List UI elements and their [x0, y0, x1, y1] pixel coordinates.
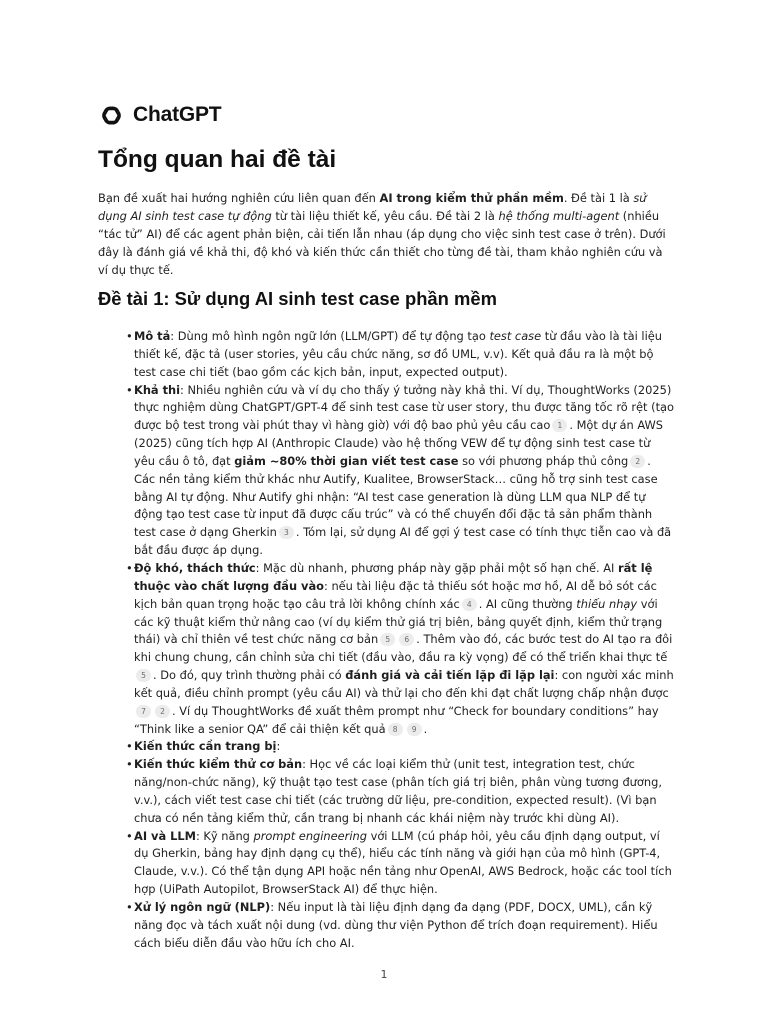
- italic-text: hệ thống multi-agent: [498, 209, 620, 223]
- bold-text: Khả thi: [134, 382, 181, 397]
- list-item-feasibility: • Khả thi: Nhiều nghiên cứu và ví dụ cho thấy ý tưởng này khả thi. Ví dụ, ThoughtWorks (2025) thực nghiệm dùng ChatGPT/GPT-4 để sinh test case từ user story, thu được tăng tốc rõ rệt (tạo được bộ test trong vài phút thay vì hàng giờ) với độ bao phủ yêu cầu cao 1 . Một dự án AWS (2025) cũng tích hợp AI (Anthropic Claude) vào hệ thống VEW để tự động sinh test case từ yêu cầu ô tô, đạt giảm ~80% thời gian viết test case so với phương pháp thủ công 2 . Các nền tảng kiểm thử khác như Autify, Kualitee, BrowserStack… cũng hỗ trợ sinh test case bằng AI tự động. Như Autify ghi nhận: “AI test case generation là dùng LLM qua NLP để tự động tạo test case từ input đã được cấu trúc” và có thể chuyển đổi đặc tả sản phẩm thành test case ở dạng Gherkin 3 . Tóm lại, sử dụng AI để gợi ý test case có tính thực tiễn cao và đã bắt đầu được áp dụng.: [134, 382, 674, 560]
- list-item-testing-basics: • Kiến thức kiểm thử cơ bản: Học về các loại kiểm thử (unit test, integration test, chức năng/non-chức năng), kỹ thuật tạo test case (phân tích giá trị biên, phân vùng tương đương, v.v.), cách viết test case chi tiết (các trường dữ liệu, pre-condition, expected result). (Vì bạn chưa có nền tảng kiểm thử, cần trang bị nhanh các khái niệm này trước khi dùng AI).: [134, 756, 674, 827]
- list-item-ai-llm: • AI và LLM: Kỹ năng prompt engineering với LLM (cú pháp hỏi, yêu cầu định dạng output, ví dụ Gherkin, bảng hay định dạng cụ thể), hiểu các tính năng và giới hạn của mô hình (GPT-4, Claude, v.v.). Có thể tận dụng API hoặc nền tảng như OpenAI, AWS Bedrock, hoặc các tool tích hợp (UiPath Autopilot, BrowserStack AI) để thực hiện.: [134, 828, 674, 899]
- bold-text: đánh giá và cải tiến lặp đi lặp lại: [345, 668, 555, 683]
- list-item-required-knowledge: • Kiến thức cần trang bị:: [134, 738, 674, 756]
- citation-badge[interactable]: 5: [136, 669, 151, 682]
- italic-text: test case: [489, 329, 542, 343]
- page-title: Tổng quan hai đề tài: [98, 146, 337, 173]
- bold-text: giảm ~80% thời gian viết test case: [234, 453, 459, 468]
- italic-text: prompt engineering: [253, 828, 367, 843]
- bold-text: Kiến thức cần trang bị: [134, 739, 277, 754]
- citation-badge[interactable]: 3: [279, 526, 294, 539]
- bold-text: Mô tả: [134, 329, 171, 343]
- bold-text: Kiến thức kiểm thử cơ bản: [134, 757, 303, 772]
- citation-badge[interactable]: 9: [407, 723, 422, 736]
- chatgpt-logo: [98, 100, 221, 130]
- italic-text: thiếu nhạy: [576, 596, 638, 611]
- citation-badge[interactable]: 7: [136, 705, 151, 718]
- section-1-list: [134, 328, 674, 953]
- citation-badge[interactable]: 6: [399, 633, 414, 646]
- bold-text: rất lệ thuộc vào chất lượng đầu vào: [134, 560, 653, 593]
- bold-text: Độ khó, thách thức: [134, 560, 256, 575]
- list-item-nlp: • Xử lý ngôn ngữ (NLP): Nếu input là tài liệu định dạng đa dạng (PDF, DOCX, UML), cần kỹ năng đọc và tách xuất nội dung (vd. dùng thư viện Python để trích đoạn requirement). Hiểu cách biểu diễn đầu vào hữu ích cho AI.: [134, 899, 674, 953]
- list-item-description: • Mô tả: Dùng mô hình ngôn ngữ lớn (LLM/GPT) để tự động tạo test case từ đầu vào là tài liệu thiết kế, đặc tả (user stories, yêu cầu chức năng, sơ đồ UML, v.v). Kết quả đầu ra là một bộ test case chi tiết (bao gồm các kịch bản, input, expected output).: [134, 328, 674, 382]
- citation-badge[interactable]: 2: [155, 705, 170, 718]
- intro-paragraph: Bạn đề xuất hai hướng nghiên cứu liên quan đến AI trong kiểm thử phần mềm. Đề tài 1 là sử dụng AI sinh test case tự động từ tài liệu thiết kế, yêu cầu. Đề tài 2 là hệ thống multi-agent (nhiều “tác tử” AI) để các agent phản biện, cải tiến lẫn nhau (áp dụng cho việc sinh test case ở trên). Dưới đây là đánh giá về khả thi, độ khó và kiến thức cần thiết cho từng đề tài, tham khảo nghiên cứu và ví dụ thực tế.: [98, 191, 666, 277]
- section-1-title: Đề tài 1: Sử dụng AI sinh test case phần mềm: [98, 288, 497, 309]
- bold-text: AI trong kiểm thử phần mềm: [379, 191, 564, 205]
- list-item-difficulty: • Độ khó, thách thức: Mặc dù nhanh, phương pháp này gặp phải một số hạn chế. AI rất lệ thuộc vào chất lượng đầu vào: nếu tài liệu đặc tả thiếu sót hoặc mơ hồ, AI dễ bỏ sót các kịch bản quan trọng hoặc tạo câu trả lời không chính xác 4 . AI cũng thường thiếu nhạy với các kỹ thuật kiểm thử nâng cao (ví dụ kiểm thử giá trị biên, bảng quyết định, kiểm thử trạng thái) và chỉ thiên về test chức năng cơ bản 5 6 . Thêm vào đó, các bước test do AI tạo ra đôi khi chung chung, cần chỉnh sửa chi tiết (đầu vào, đầu ra kỳ vọng) để có thể triển khai thực tế5 . Do đó, quy trình thường phải có đánh giá và cải tiến lặp đi lặp lại: con người xác minh kết quả, điều chỉnh prompt (yêu cầu AI) và thử lại cho đến khi đạt chất lượng chấp nhận được7 2 . Ví dụ ThoughtWorks đề xuất thêm prompt như “Check for boundary conditions” hay “Think like a senior QA” để cải thiện kết quả 8 9 .: [134, 560, 674, 738]
- logo-text: ChatGPT: [133, 103, 222, 126]
- citation-badge[interactable]: 2: [630, 455, 645, 468]
- citation-badge[interactable]: 5: [380, 633, 395, 646]
- citation-badge[interactable]: 8: [388, 723, 403, 736]
- citation-badge[interactable]: 4: [462, 598, 477, 611]
- openai-logo-icon: [98, 102, 125, 129]
- bold-text: Xử lý ngôn ngữ (NLP): [134, 900, 271, 914]
- italic-text: sử dụng AI sinh test case tự động: [98, 191, 647, 223]
- citation-badge[interactable]: 1: [552, 419, 567, 432]
- bold-text: AI và LLM: [134, 828, 196, 843]
- page-number: 1: [380, 968, 388, 981]
